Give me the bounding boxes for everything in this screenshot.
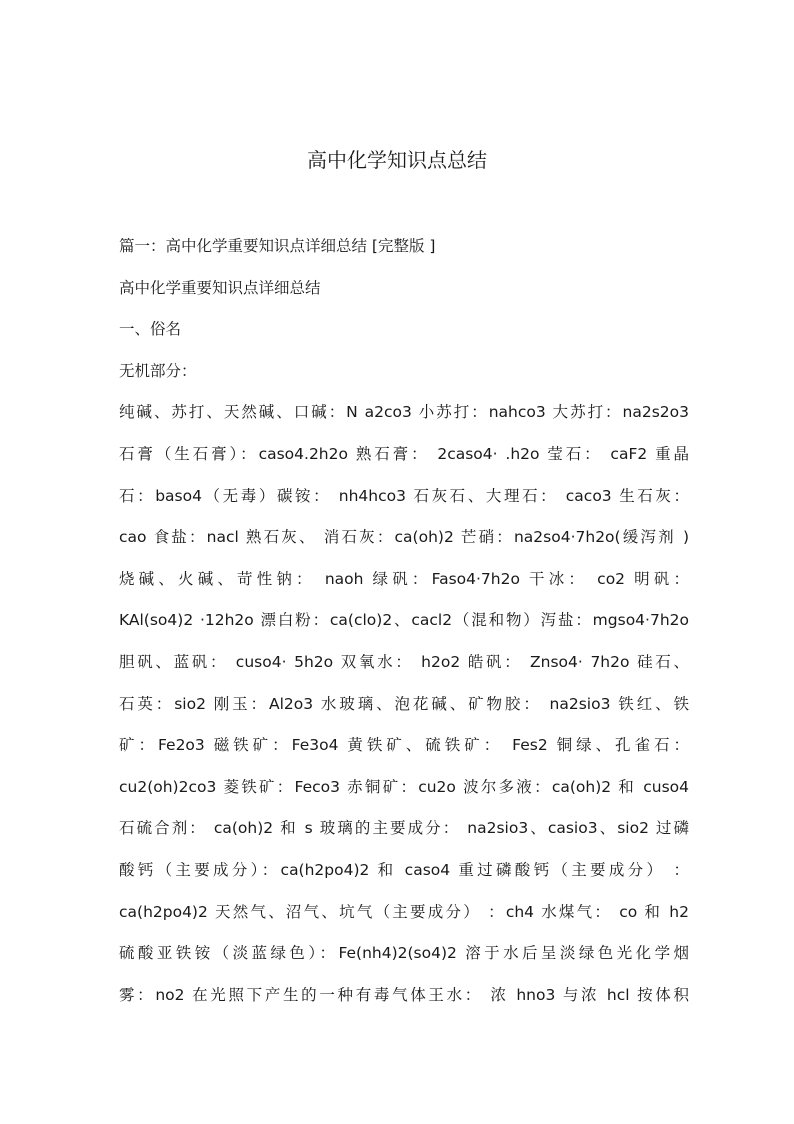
body-text-line: 矿：Fe2o3 磁铁矿：Fe3o4 黄铁矿、硫铁矿： Fes2 铜绿、孔雀石：	[119, 736, 689, 755]
body-text-line: 硫酸亚铁铵（淡蓝绿色）：Fe(nh4)2(so4)2 溶于水后呈淡绿色光化学烟	[119, 944, 689, 963]
body-text-line: 胆矾、蓝矾： cuso4· 5h2o 双氧水： h2o2 皓矾： Znso4· 7h2o 硅石、	[119, 652, 689, 671]
body-text-line: 雾：no2 在光照下产生的一种有毒气体王水： 浓 hno3 与浓 hcl 按体积	[119, 985, 689, 1004]
body-text-line: ca(h2po4)2 天然气、沼气、坑气（主要成分） ：ch4 水煤气： co 和 h2	[119, 902, 689, 921]
body-text-line: 烧碱、火碱、苛性钠： naoh 绿矾：Faso4·7h2o 干冰： co2 明矾：	[119, 569, 689, 588]
body-text-line: 石英：sio2 刚玉：Al2o3 水玻璃、泡花碱、矿物胶： na2sio3 铁红、铁	[119, 694, 689, 713]
section-heading-line: 一、俗名	[119, 320, 182, 339]
document-title: 高中化学知识点总结	[307, 148, 487, 172]
body-text-line: 石膏（生石膏）：caso4.2h2o 熟石膏： 2caso4· .h2o 莹石： caF2 重晶	[119, 444, 689, 463]
body-text-line: cao 食盐：nacl 熟石灰、 消石灰：ca(oh)2 芒硝：na2so4·7h2o(缓泻剂 )	[119, 528, 689, 547]
body-text-line: 石：baso4（无毒）碳铵： nh4hco3 石灰石、大理石： caco3 生石灰：	[119, 486, 689, 505]
section-heading-line: 篇一：高中化学重要知识点详细总结 [完整版 ]	[119, 237, 436, 255]
body-text-line: KAl(so4)2 ·12h2o 漂白粉：ca(clo)2、cacl2（混和物）泻盐：mgso4·7h2o	[119, 611, 689, 630]
document-body	[119, 232, 689, 1022]
body-text-line: 纯碱、苏打、天然碱、口碱：N a2co3 小苏打：nahco3 大苏打：na2s2o3	[119, 403, 689, 422]
subtitle-line: 高中化学重要知识点详细总结	[119, 278, 321, 297]
body-text-line: 石硫合剂： ca(oh)2 和 s 玻璃的主要成分： na2sio3、casio3、sio2 过磷	[119, 819, 689, 838]
body-text-line: 酸钙（主要成分）：ca(h2po4)2 和 caso4 重过磷酸钙（主要成分） ：	[119, 860, 689, 879]
body-text-line: cu2(oh)2co3 菱铁矿：Feco3 赤铜矿：cu2o 波尔多液：ca(oh)2 和 cuso4	[119, 777, 689, 796]
subsection-heading-line: 无机部分：	[119, 361, 197, 380]
